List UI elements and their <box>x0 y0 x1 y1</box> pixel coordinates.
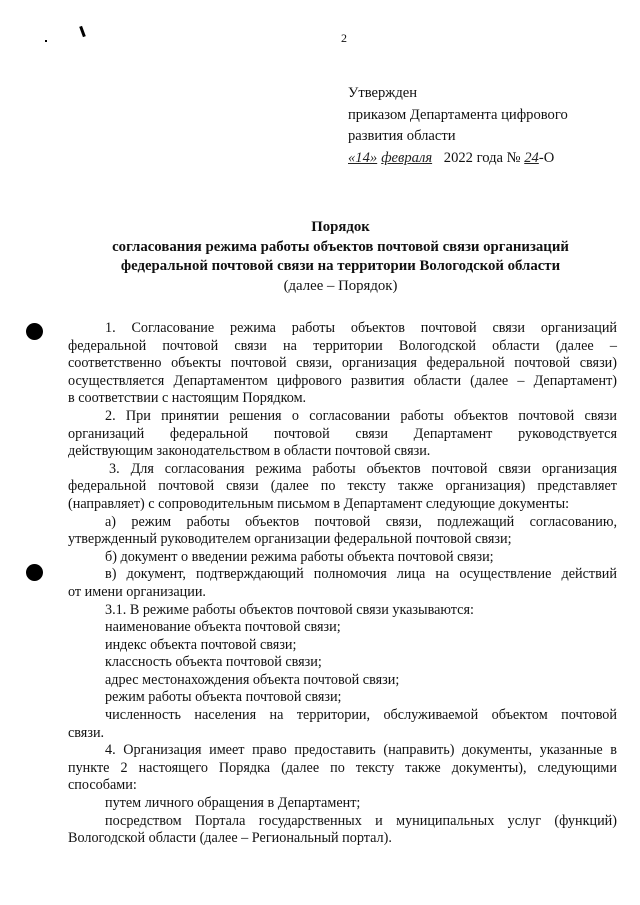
paragraph-1-line-5: в соответствии с настоящим Порядком. <box>68 390 307 407</box>
paragraph-1-line-4: осуществляется Департаментом цифрового развития области (далее – Департамент) <box>68 372 617 389</box>
paragraph-3-line-2: федеральной почтовой связи (далее по тексту также организация) представляет <box>68 478 617 495</box>
method-1: путем личного обращения в Департамент; <box>105 795 361 812</box>
list-item: классность объекта почтовой связи; <box>105 654 322 671</box>
date-year: 2022 года № <box>443 149 521 166</box>
paragraph-3-line-1: 3. Для согласования режима работы объектов почтовой связи организация <box>109 460 617 477</box>
population-line-1: численность населения на территории, обслуживаемой объектом почтовой <box>105 707 617 724</box>
order-suffix: -О <box>538 149 555 166</box>
paragraph-1-line-2: федеральной почтовой связи на территории Вологодской области (далее – <box>68 337 617 354</box>
title-line-2: федеральной почтовой связи на территории Вологодской области <box>120 258 561 274</box>
list-item: индекс объекта почтовой связи; <box>105 636 297 653</box>
approval-line-1: Утвержден <box>348 85 418 101</box>
method-2-line-1: посредством Портала государственных и муниципальных услуг (функций) <box>105 812 617 829</box>
date-day: «14» <box>348 149 378 166</box>
punch-hole-top <box>26 323 43 340</box>
title-line-3: (далее – Порядок) <box>283 277 398 294</box>
document-title <box>68 218 613 296</box>
paragraph-2-line-1: 2. При принятии решения о согласовании работы объектов почтовой связи <box>105 407 617 424</box>
date-month: февраля <box>381 149 433 166</box>
list-item: режим работы объекта почтовой связи; <box>105 689 342 706</box>
item-v-line-2: от имени организации. <box>68 583 206 600</box>
item-v-line-1: в) документ, подтверждающий полномочия лица на осуществление действий <box>105 566 617 583</box>
item-a-line-2: утвержденный руководителем организации федеральной почтовой связи; <box>68 531 512 548</box>
paragraph-1-line-1: 1. Согласование режима работы объектов почтовой связи организаций <box>105 320 617 336</box>
paragraph-2-line-2: организаций федеральной почтовой связи Департамент руководствуется <box>68 425 617 442</box>
approval-line-2: приказом Департамента цифрового <box>348 106 568 123</box>
approval-date-line <box>348 148 638 170</box>
paragraph-4-line-3: способами: <box>68 777 137 794</box>
method-2-line-2: Вологодской области (далее – Региональный портал). <box>68 830 392 847</box>
page-number: 2 <box>341 31 347 45</box>
title-heading: Порядок <box>311 219 370 235</box>
punch-hole-bottom <box>26 564 43 581</box>
item-a-line-1: а) режим работы объектов почтовой связи, подлежащий согласованию, <box>105 513 617 530</box>
approval-line-3: развития области <box>348 128 456 144</box>
order-number: 24 <box>524 149 539 166</box>
list-item: наименование объекта почтовой связи; <box>105 619 341 636</box>
list-item: адрес местонахождения объекта почтовой связи; <box>105 671 400 688</box>
subsection-3-1: 3.1. В режиме работы объектов почтовой связи указываются: <box>105 601 474 618</box>
document-body <box>68 320 617 848</box>
item-b: б) документ о введении режима работы объекта почтовой связи; <box>105 548 494 565</box>
paragraph-3-line-3: (направляет) с сопроводительным письмом в Департамент следующие документы: <box>68 495 570 512</box>
title-line-1: согласования режима работы объектов почтовой связи организаций <box>112 238 569 255</box>
paragraph-1-line-3: соответственно объекты почтовой связи, организация федеральной почтовой связи) <box>68 355 617 372</box>
population-line-2: связи. <box>68 724 105 741</box>
paragraph-4-line-1: 4. Организация имеет право предоставить (направить) документы, указанные в <box>105 742 617 759</box>
paragraph-4-line-2: пункте 2 настоящего Порядка (далее по тексту также документы), следующими <box>68 759 617 776</box>
paragraph-2-line-3: действующим законодательством в области почтовой связи. <box>68 443 431 460</box>
approval-stamp <box>348 83 638 169</box>
